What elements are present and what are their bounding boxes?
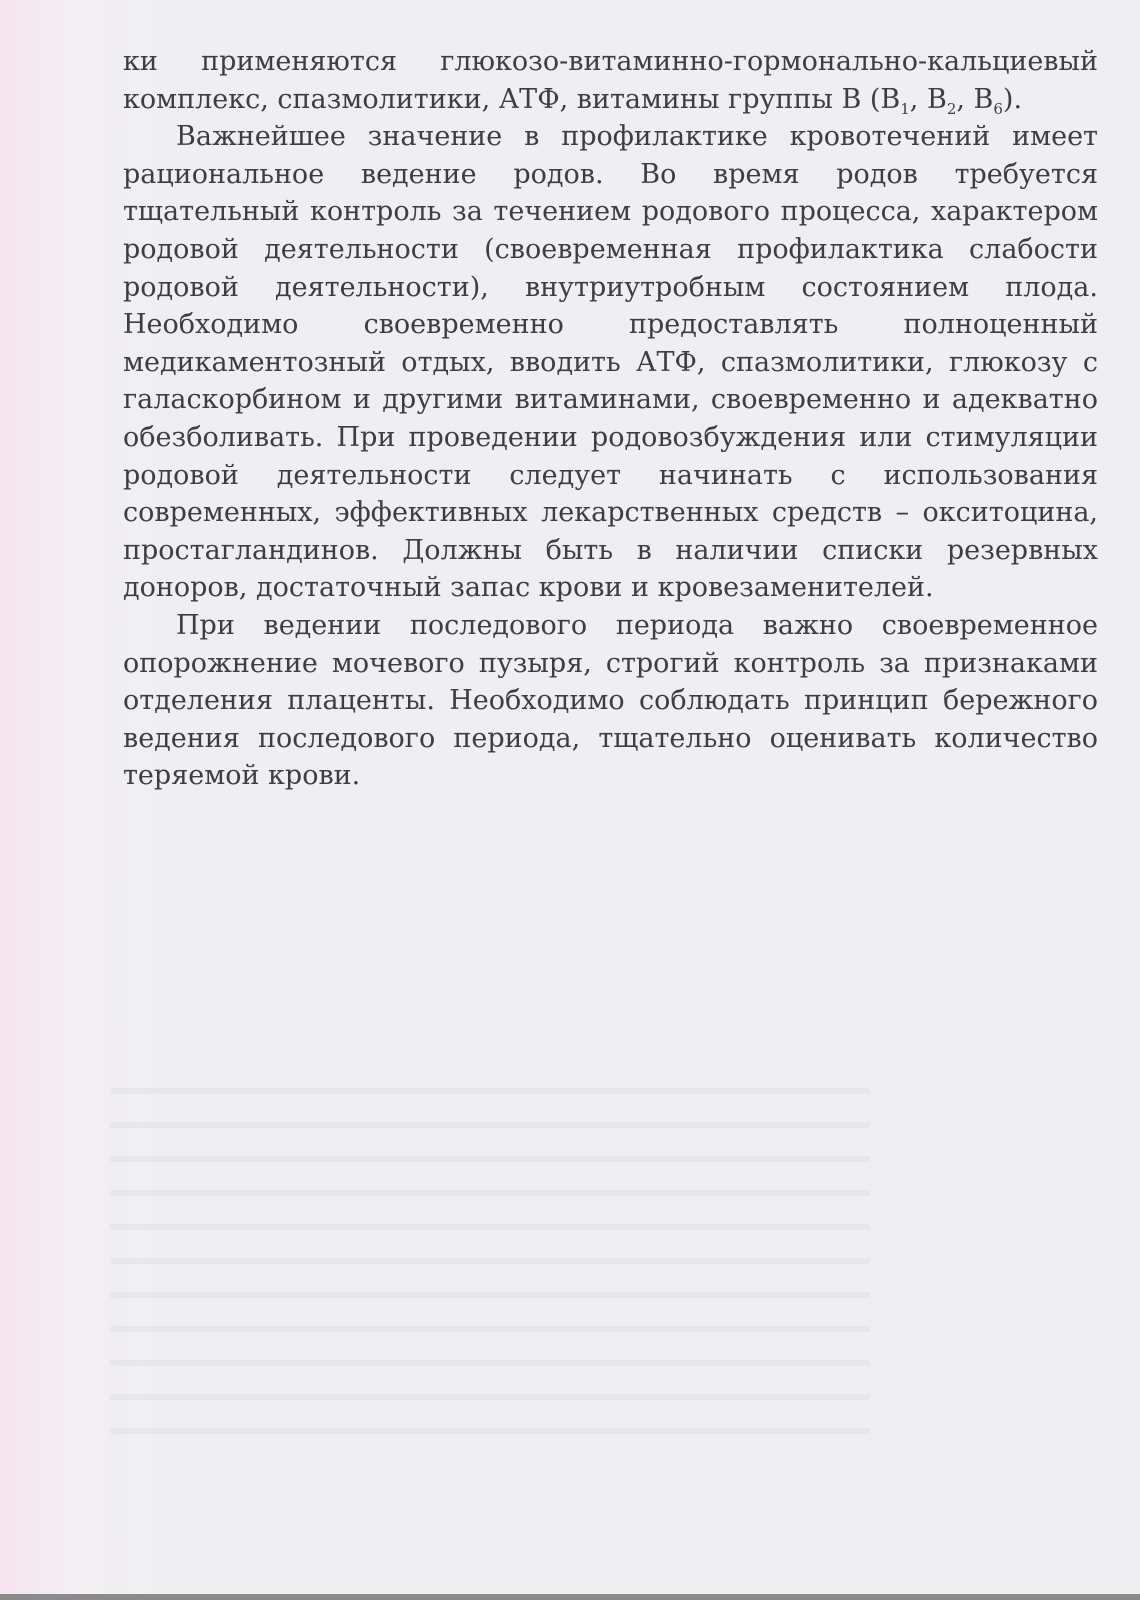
page-bottom-edge [0, 1594, 1140, 1600]
paragraph-1-separator: , В [909, 83, 947, 115]
paragraph-1-separator-2: , В [956, 83, 994, 115]
subscript-2: 2 [946, 99, 957, 118]
show-through-text [110, 1060, 870, 1460]
subscript-1: 1 [900, 99, 910, 118]
body-text [123, 43, 1098, 795]
paragraph-labor-management: Важнейшее значение в профилактике кровотечений имеет рациональное ведение родов. Во время родов требуется тщательный контроль за течением родового процесса, характером родовой деятельности (своевременная профилактика слабости родовой деятельности), внутриутробным состоянием плода. Необходимо своевременно предоставлять полноценный медикаментозный отдых, вводить АТФ, спазмолитики, глюкозу с галаскорбином и другими витаминами, своевременно и адекватно обезболивать. При проведении родовозбуждения или стимуляции родовой деятельности следует начинать с использования современных, эффективных лекарственных средств – окситоцина, простагландинов. Должны быть в наличии списки резервных доноров, достаточный запас крови и кровезаменителей. [123, 121, 1098, 604]
paragraph-1-end: ). [1002, 83, 1023, 115]
paragraph-afterbirth-period: При ведении последового периода важно своевременное опорожнение мочевого пузыря, строгий контроль за признаками отделения плаценты. Необходимо соблюдать принцип бережного ведения последового периода, тщательно оценивать количество теряемой крови. [123, 609, 1098, 792]
paragraph-continuation [123, 43, 1098, 118]
paragraph-1-text: ки применяются глюкозо-витаминно-гормонально-кальциевый комплекс, спазмолитики, АТФ, витамины группы В (В [123, 46, 1098, 115]
subscript-6: 6 [993, 99, 1003, 118]
